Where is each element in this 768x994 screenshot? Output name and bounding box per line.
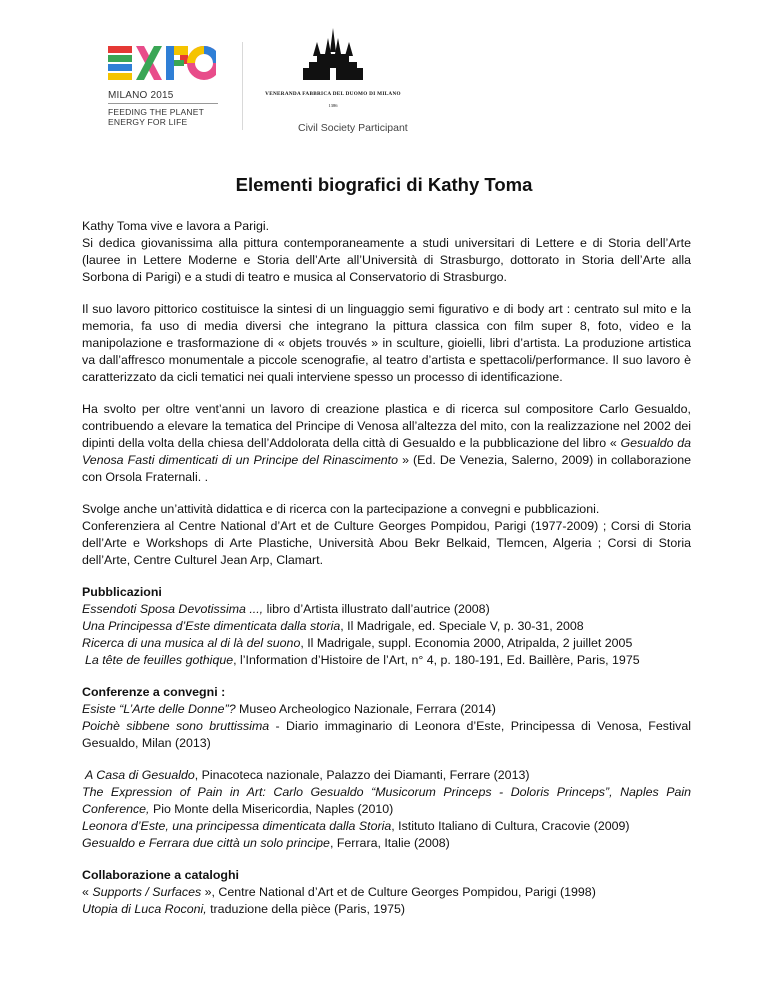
list-item xyxy=(82,601,691,618)
expo-word-mark xyxy=(108,46,216,80)
item-detail: , l’Information d’Histoire de l’Art, n° 4, p. 180-191, Ed. Baillère, Paris, 1975 xyxy=(233,653,640,667)
item-title: Utopia di Luca Roconi, xyxy=(82,902,207,916)
list-item xyxy=(82,701,691,718)
item-detail: , Il Madrigale, suppl. Economia 2000, Atripalda, 2 juillet 2005 xyxy=(300,636,633,650)
fabbrica-year: 1386 xyxy=(328,103,338,108)
expo-city-label: MILANO 2015 xyxy=(108,90,174,101)
item-title: Gesualdo e Ferrara due città un solo principe xyxy=(82,836,330,850)
expo-slogan-1: FEEDING THE PLANET xyxy=(108,107,205,117)
civil-society-label: Civil Society Participant xyxy=(298,122,408,134)
para3-text-after: » (Ed. De Venezia, Salerno, 2009) in collaborazione con Orsola Fraternali. . xyxy=(82,453,691,484)
duomo-cathedral-icon xyxy=(303,28,363,84)
item-title: Ricerca di una musica al di là del suono xyxy=(82,636,301,650)
para4-line-1: Svolge anche un’attività didattica e di ricerca con la partecipazione a convegni e pubblicazioni. xyxy=(82,502,600,516)
expo-2015-logo xyxy=(108,46,238,126)
list-item xyxy=(82,901,691,918)
list-item xyxy=(82,884,691,901)
conferenze-heading: Conferenze a convegni : xyxy=(82,685,226,699)
para3-book-title: Gesualdo da Venosa Fasti dimenticati di un Principe del Rinascimento xyxy=(82,436,691,467)
list-item xyxy=(82,767,691,784)
page-header xyxy=(92,28,422,140)
document-title: Elementi biografici di Kathy Toma xyxy=(235,174,533,195)
item-detail: traduzione della pièce (Paris, 1975) xyxy=(206,902,406,916)
list-item xyxy=(82,635,691,652)
item-detail: Pio Monte della Misericordia, Naples (2010) xyxy=(149,802,394,816)
cataloghi-heading: Collaborazione a cataloghi xyxy=(82,868,239,882)
item-detail: , Pinacoteca nazionale, Palazzo dei Diamanti, Ferrare (2013) xyxy=(194,768,530,782)
item-detail: Museo Archeologico Nazionale, Ferrara (2014) xyxy=(235,702,496,716)
intro-paragraph xyxy=(82,218,691,286)
list-item xyxy=(82,818,691,835)
body-paragraph-4 xyxy=(82,501,691,569)
expo-slogan-2: ENERGY FOR LIFE xyxy=(108,117,188,127)
item-title: Una Principessa d’Este dimenticata dalla storia xyxy=(82,619,341,633)
item-title: Esiste “L’Arte delle Donne”? xyxy=(82,702,236,716)
item-title: Supports / Surfaces xyxy=(92,885,202,899)
item-prefix: « xyxy=(82,885,93,899)
document-body xyxy=(82,218,691,933)
expo-rule xyxy=(108,103,218,104)
intro-line-1: Kathy Toma vive e lavora a Parigi. xyxy=(82,219,270,233)
list-item xyxy=(82,718,691,752)
pubblicazioni-heading: Pubblicazioni xyxy=(82,585,162,599)
item-detail: , Il Madrigale, ed. Speciale V, p. 30-31, 2008 xyxy=(340,619,584,633)
list-item xyxy=(82,618,691,635)
item-title: A Casa di Gesualdo xyxy=(85,768,195,782)
item-detail: libro d’Artista illustrato dall’autrice (2008) xyxy=(263,602,490,616)
conferenze-section-2 xyxy=(82,767,691,852)
conferenze-section xyxy=(82,684,691,752)
item-detail: , Istituto Italiano di Cultura, Cracovie (2009) xyxy=(391,819,630,833)
list-item xyxy=(82,652,691,669)
para4-line-2: Conferenziera al Centre National d’Art et de Culture Georges Pompidou, Parigi (1977-2009) ; Corsi di Storia dell’Arte e Workshops di Arte Plastiche, Università Abou Bekr Belkaid, Tlemcen, Algeria ; Corsi di Storia dell’Arte, Centre Culturel Jean Arp, Clamart. xyxy=(82,519,691,567)
item-title: La tête de feuilles gothique xyxy=(85,653,234,667)
body-paragraph-3 xyxy=(82,401,691,486)
item-detail: , Ferrara, Italie (2008) xyxy=(329,836,450,850)
fabbrica-name: VENERANDA FABBRICA DEL DUOMO DI MILANO xyxy=(265,91,401,97)
pubblicazioni-section xyxy=(82,584,691,669)
list-item xyxy=(82,835,691,852)
item-detail: », Centre National d’Art et de Culture Georges Pompidou, Parigi (1998) xyxy=(201,885,596,899)
item-title: The Expression of Pain in Art: Carlo Gesualdo “Musicorum Princeps - Doloris Princeps”, Naples Pain Conference, xyxy=(82,785,691,816)
intro-line-2: Si dedica giovanissima alla pittura contemporaneamente a studi universitari di Lettere e di Storia dell’Arte (lauree in Lettere Moderne e Storia dell’Arte all’Università di Strasburgo, dottorato in Storia dell’Arte alla Sorbona di Parigi) e a studi di teatro e musica al Conservatorio di Strasburgo. xyxy=(82,236,691,284)
item-title: Essendoti Sposa Devotissima ..., xyxy=(82,602,264,616)
header-divider xyxy=(242,42,243,130)
para3-text-before: Ha svolto per oltre vent’anni un lavoro di creazione plastica e di ricerca sul compositore Carlo Gesualdo, contribuendo a elevare la tematica del Principe di Venosa all’altezza del mito, con la realizzazione nel 2002 dei dipinti della volta della chiesa dell’Addolorata della città di Gesualdo e la pubblicazione del libro « xyxy=(82,402,691,450)
cataloghi-section xyxy=(82,867,691,918)
list-item xyxy=(82,784,691,818)
body-paragraph-2: Il suo lavoro pittorico costituisce la sintesi di un linguaggio semi figurativo e di body art : centrato sul mito e la memoria, fa uso di media diversi che integrano la pittura classica con film super 8, foto, video e la manipolazione e trasformazione di « objets trouvés » in sculture, gioielli, libri d’artista. La produzione artistica va dall’affresco monumentale a piccole scenografie, al teatro d’artista e spettacoli/performance. Il suo lavoro è caratterizzato da cicli tematici nei quali interviene spesso un processo di identificazione. xyxy=(82,302,691,384)
fabbrica-logo xyxy=(258,28,408,128)
item-title: Leonora d’Este, una principessa dimenticata dalla Storia xyxy=(82,819,392,833)
item-title: Poichè sibbene sono bruttissima xyxy=(82,719,270,733)
item-detail: - Diario immaginario di Leonora d’Este, Principessa di Venosa, Festival Gesualdo, Milan (2013) xyxy=(82,719,691,750)
